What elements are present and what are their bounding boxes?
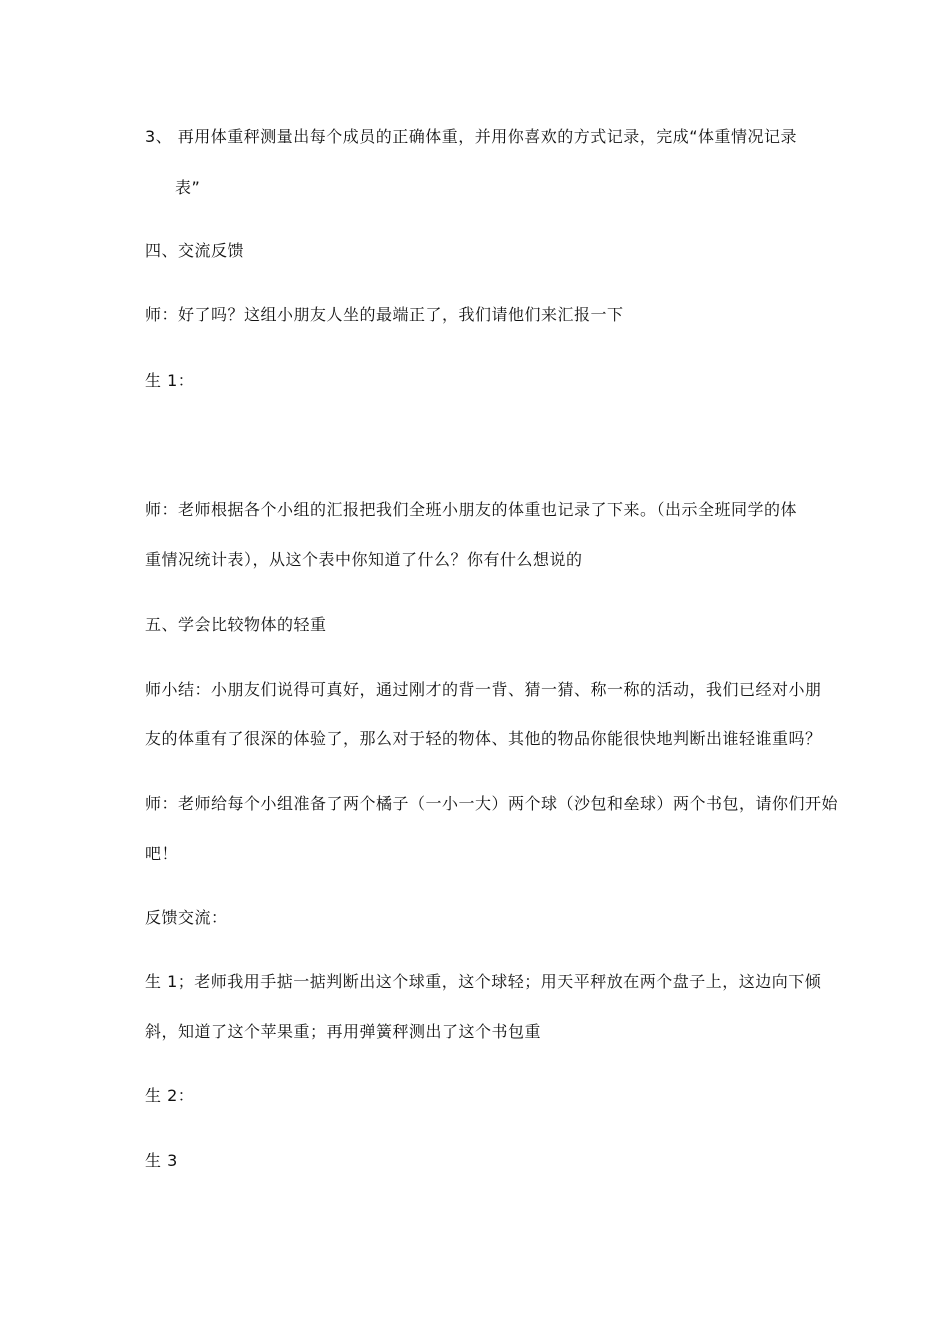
student-1-line: 生 1： (145, 371, 195, 390)
teacher-line-1: 师：好了吗？这组小朋友人坐的最端正了，我们请他们来汇报一下 (145, 305, 624, 324)
step-3-continuation: 表” (175, 178, 201, 197)
step-3-text: 3、 再用体重秤测量出每个成员的正确体重，并用你喜欢的方式记录，完成“体重情况记录 (145, 127, 798, 146)
section-heading-4: 四、交流反馈 (145, 241, 245, 260)
teacher-line-3: 师：老师给每个小组准备了两个橘子（一小一大）两个球（沙包和垒球）两个书包，请你们开始 (145, 794, 839, 813)
section-heading-5: 五、学会比较物体的轻重 (145, 615, 327, 634)
student-2-line: 生 2： (145, 1086, 195, 1105)
teacher-line-2-continuation: 重情况统计表），从这个表中你知道了什么？你有什么想说的 (145, 550, 583, 569)
teacher-line-3-continuation: 吧！ (145, 844, 179, 863)
student-1-feedback-line-2: 斜，知道了这个苹果重；再用弹簧秤测出了这个书包重 (145, 1022, 542, 1041)
student-1-feedback-line-1: 生 1；老师我用手掂一掂判断出这个球重，这个球轻；用天平秤放在两个盘子上，这边向下倾 (145, 972, 822, 991)
feedback-label: 反馈交流： (145, 908, 228, 927)
teacher-summary-line-2: 友的体重有了很深的体验了，那么对于轻的物体、其他的物品你能很快地判断出谁轻谁重吗？ (145, 729, 822, 748)
teacher-summary-line-1: 师小结：小朋友们说得可真好，通过刚才的背一背、猜一猜、称一称的活动，我们已经对小朋 (145, 680, 822, 699)
teacher-line-2: 师：老师根据各个小组的汇报把我们全班小朋友的体重也记录了下来。（出示全班同学的体 (145, 500, 798, 519)
student-3-line: 生 3 (145, 1151, 178, 1170)
